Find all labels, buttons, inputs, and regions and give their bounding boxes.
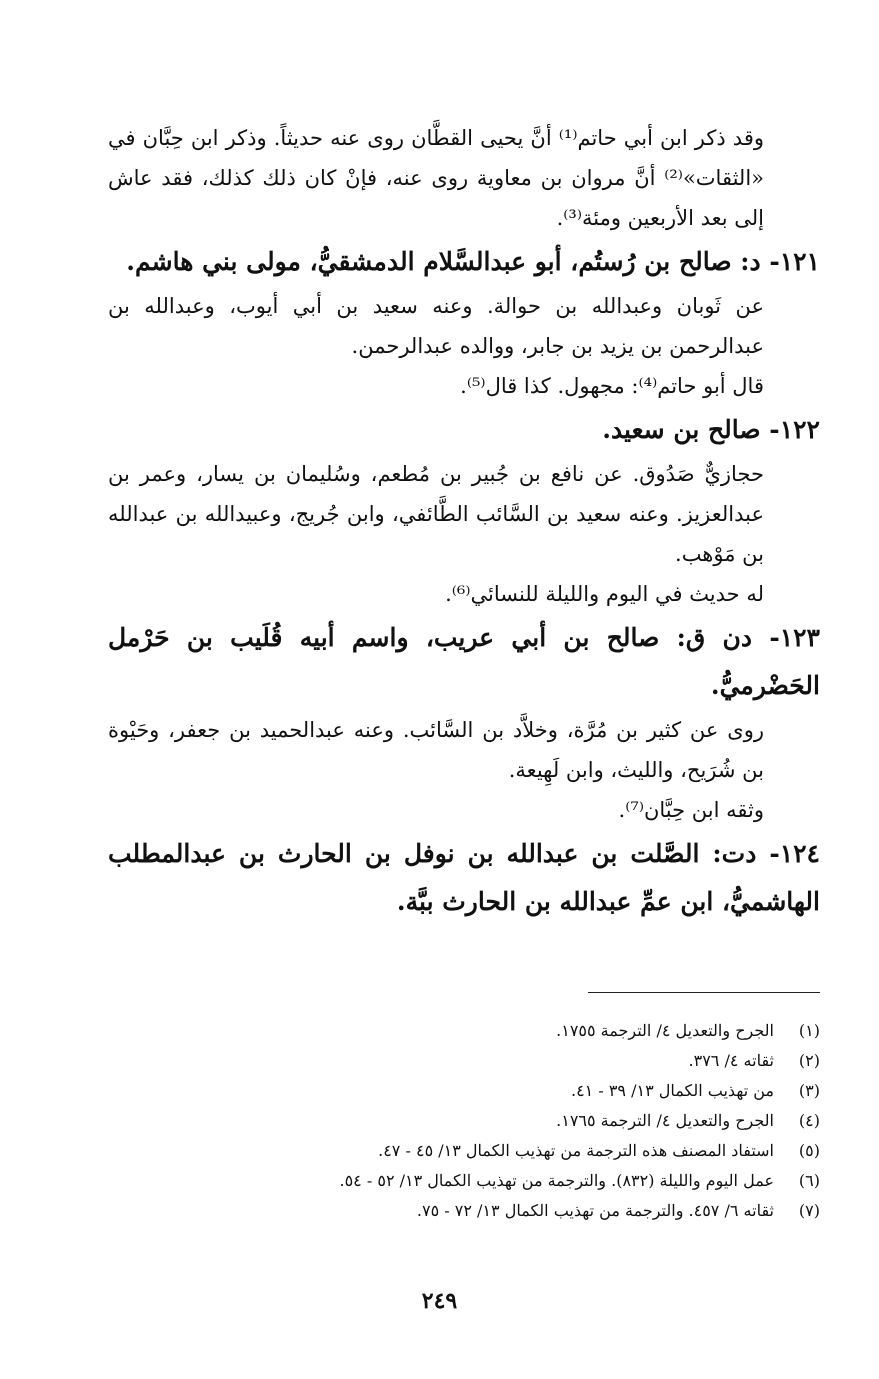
paragraph: له حديث في اليوم والليلة للنسائي⁽⁶⁾. [445,582,764,606]
footnote-number: (٦) [798,1171,820,1190]
paragraph: عن ثَوبان وعبدالله بن حوالة. وعنه سعيد بن أبي أيوب، وعبدالله بن عبدالرحمن بن يزيد بن جابر، ووالده عبدالرحمن. [108,294,764,358]
paragraph: حجازيٌّ صَدُوق. عن نافع بن جُبير بن مُطعم، وسُليمان بن يسار، وعمر بن عبدالعزيز. وعنه سعيد بن السَّائب الطَّائفي، وابن جُريج، وعبيدالله بن عبدالله بن مَوْهب. [108,462,764,566]
entry-heading-121: ١٢١- د: صالح بن رُستُم، أبو عبدالسَّلام الدمشقيُّ، مولى بني هاشم. [126,247,820,276]
footnote-number: (٥) [798,1141,820,1160]
page-number: ٢٤٩ [421,1288,458,1314]
footnote [108,1046,820,1076]
footnote-text: استفاد المصنف هذه الترجمة من تهذيب الكمال ١٣/ ٤٥ - ٤٧. [378,1141,774,1160]
footnote-divider [588,992,820,993]
footnote [108,1076,820,1106]
paragraph: قال أبو حاتم⁽⁴⁾: مجهول. كذا قال⁽⁵⁾. [460,374,764,398]
footnote [108,1016,820,1046]
footnote [108,1196,820,1226]
footnote-text: الجرح والتعديل ٤/ الترجمة ١٧٦٥. [556,1111,774,1130]
footnote-number: (٣) [798,1081,820,1100]
paragraph: وثقه ابن حِبَّان⁽⁷⁾. [618,798,764,822]
entry-heading-122: ١٢٢- صالح بن سعيد. [602,415,820,444]
footnote-text: عمل اليوم والليلة (٨٣٢). والترجمة من تهذيب الكمال ١٣/ ٥٢ - ٥٤. [339,1171,774,1190]
footnote-text: ثقاته ٤/ ٣٧٦. [688,1051,774,1070]
footnote-text: من تهذيب الكمال ١٣/ ٣٩ - ٤١. [570,1081,774,1100]
footnote-number: (٧) [798,1201,820,1220]
footnote-number: (٢) [798,1051,820,1070]
footnote [108,1166,820,1196]
entry-heading-124: ١٢٤- دت: الصَّلت بن عبدالله بن نوفل بن الحارث بن عبدالمطلب الهاشميُّ، ابن عمِّ عبدالله بن الحارث ببَّة. [108,839,820,916]
footnote-text: ثقاته ٦/ ٤٥٧. والترجمة من تهذيب الكمال ١٣/ ٧٢ - ٧٥. [416,1201,774,1220]
footnote [108,1136,820,1166]
footnotes [108,1016,820,1226]
footnote [108,1106,820,1136]
entry-heading-123: ١٢٣- دن ق: صالح بن أبي عريب، واسم أبيه قُلَيب بن حَرْمل الحَضْرميُّ. [108,623,820,700]
footnote-text: الجرح والتعديل ٤/ الترجمة ١٧٥٥. [556,1021,774,1040]
paragraph: روى عن كثير بن مُرَّة، وخلاَّد بن السَّائب. وعنه عبدالحميد بن جعفر، وحَيْوة بن شُرَيح، والليث، وابن لَهِيعة. [108,718,764,782]
main-text [108,118,820,926]
footnote-number: (١) [798,1021,820,1040]
paragraph: وقد ذكر ابن أبي حاتم⁽¹⁾ أنَّ يحيى القطَّان روى عنه حديثاً. وذكر ابن حِبَّان في «الثقات»⁽²⁾ أنَّ مروان بن معاوية روى عنه، فإنْ كان ذلك كذلك، فقد عاش إلى بعد الأربعين ومئة⁽³⁾. [108,126,764,230]
footnote-number: (٤) [798,1111,820,1130]
